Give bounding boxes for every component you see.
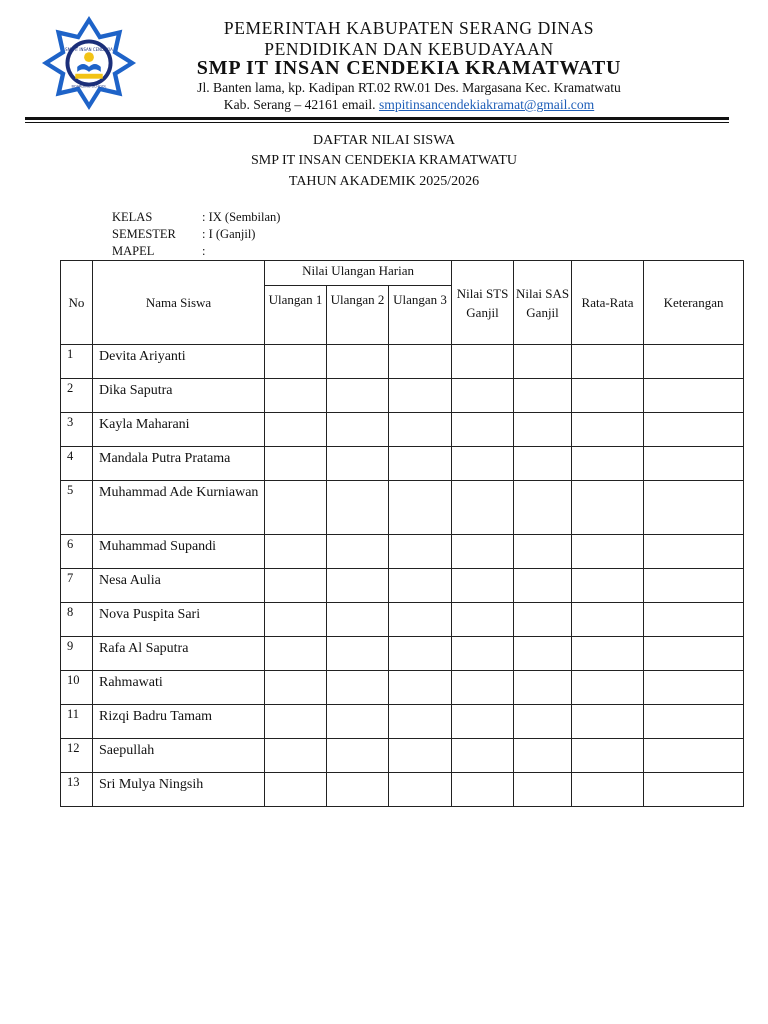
keterangan-cell[interactable] [644, 671, 744, 705]
score-sts[interactable] [452, 569, 514, 603]
table-row [61, 481, 744, 535]
score-sas[interactable] [514, 773, 572, 807]
score-ulangan-1[interactable] [265, 569, 327, 603]
mapel-label: MAPEL [112, 244, 155, 258]
table-row [61, 739, 744, 773]
score-ulangan-3[interactable] [389, 569, 452, 603]
keterangan-cell[interactable] [644, 345, 744, 379]
score-rata-rata[interactable] [572, 447, 644, 481]
header-nilai-sas: Nilai SAS Ganjil [514, 261, 572, 345]
score-ulangan-1[interactable] [265, 705, 327, 739]
table-row [61, 671, 744, 705]
score-rata-rata[interactable] [572, 413, 644, 447]
student-name: Nesa Aulia [93, 569, 265, 603]
score-ulangan-2[interactable] [327, 739, 389, 773]
score-ulangan-2[interactable] [327, 773, 389, 807]
header-no: No [61, 261, 93, 345]
letterhead-divider-thick [25, 117, 729, 120]
keterangan-cell[interactable] [644, 535, 744, 569]
score-sts[interactable] [452, 637, 514, 671]
student-name: Saepullah [93, 739, 265, 773]
score-ulangan-2[interactable] [327, 447, 389, 481]
table-row [61, 603, 744, 637]
city-email-line [0, 97, 768, 113]
score-ulangan-3[interactable] [389, 379, 452, 413]
student-name: Mandala Putra Pratama [93, 447, 265, 481]
keterangan-cell[interactable] [644, 569, 744, 603]
school-name: SMP IT INSAN CENDEKIA KRAMATWATU [196, 57, 622, 79]
score-rata-rata[interactable] [572, 773, 644, 807]
score-sts[interactable] [452, 413, 514, 447]
score-sts[interactable] [452, 345, 514, 379]
keterangan-cell[interactable] [644, 637, 744, 671]
table-row [61, 345, 744, 379]
keterangan-cell[interactable] [644, 739, 744, 773]
score-ulangan-1[interactable] [265, 637, 327, 671]
score-ulangan-3[interactable] [389, 739, 452, 773]
score-ulangan-1[interactable] [265, 413, 327, 447]
table-row [61, 705, 744, 739]
score-ulangan-2[interactable] [327, 481, 389, 535]
row-number: 1 [61, 345, 93, 379]
score-sas[interactable] [514, 345, 572, 379]
score-sas[interactable] [514, 671, 572, 705]
score-sts[interactable] [452, 447, 514, 481]
student-name: Rafa Al Saputra [93, 637, 265, 671]
row-number: 9 [61, 637, 93, 671]
table-row [61, 535, 744, 569]
student-name: Rizqi Badru Tamam [93, 705, 265, 739]
score-sas[interactable] [514, 447, 572, 481]
row-number: 6 [61, 535, 93, 569]
keterangan-cell[interactable] [644, 379, 744, 413]
row-number: 8 [61, 603, 93, 637]
svg-text:SMP IT INSAN CENDEKIA: SMP IT INSAN CENDEKIA [65, 47, 113, 53]
score-ulangan-1[interactable] [265, 603, 327, 637]
score-rata-rata[interactable] [572, 671, 644, 705]
header-nilai-sts: Nilai STS Ganjil [452, 261, 514, 345]
table-row [61, 447, 744, 481]
table-row [61, 773, 744, 807]
row-number: 7 [61, 569, 93, 603]
score-ulangan-3[interactable] [389, 447, 452, 481]
letterhead-divider-thin [25, 122, 729, 123]
score-ulangan-3[interactable] [389, 345, 452, 379]
mapel-value: : [202, 244, 206, 258]
score-sas[interactable] [514, 535, 572, 569]
document-title: DAFTAR NILAI SISWA [313, 133, 455, 148]
score-sts[interactable] [452, 603, 514, 637]
student-name: Dika Saputra [93, 379, 265, 413]
letterhead-line-2: PENDIDIKAN DAN KEBUDAYAAN [264, 39, 554, 59]
score-ulangan-2[interactable] [327, 705, 389, 739]
score-rata-rata[interactable] [572, 603, 644, 637]
score-ulangan-3[interactable] [389, 603, 452, 637]
kelas-value: : IX (Sembilan) [202, 210, 281, 224]
score-rata-rata[interactable] [572, 345, 644, 379]
score-rata-rata[interactable] [572, 481, 644, 535]
grades-table [60, 260, 744, 807]
score-ulangan-1[interactable] [265, 345, 327, 379]
student-name: Devita Ariyanti [93, 345, 265, 379]
score-ulangan-3[interactable] [389, 671, 452, 705]
semester-label: SEMESTER [112, 227, 176, 241]
score-sts[interactable] [452, 739, 514, 773]
score-sts[interactable] [452, 379, 514, 413]
keterangan-cell[interactable] [644, 447, 744, 481]
score-rata-rata[interactable] [572, 705, 644, 739]
header-rata-rata: Rata-Rata [572, 261, 644, 345]
header-ulangan-2: Ulangan 2 [327, 286, 389, 345]
keterangan-cell[interactable] [644, 481, 744, 535]
kelas-label: KELAS [112, 210, 153, 224]
score-sts[interactable] [452, 671, 514, 705]
score-sas[interactable] [514, 637, 572, 671]
score-sas[interactable] [514, 739, 572, 773]
score-ulangan-1[interactable] [265, 671, 327, 705]
student-name: Muhammad Ade Kurniawan [93, 481, 265, 535]
student-name: Kayla Maharani [93, 413, 265, 447]
score-ulangan-1[interactable] [265, 535, 327, 569]
score-ulangan-2[interactable] [327, 535, 389, 569]
score-rata-rata[interactable] [572, 569, 644, 603]
score-sts[interactable] [452, 705, 514, 739]
score-rata-rata[interactable] [572, 379, 644, 413]
keterangan-cell[interactable] [644, 705, 744, 739]
student-name: Nova Puspita Sari [93, 603, 265, 637]
header-ulangan-1: Ulangan 1 [265, 286, 327, 345]
student-name: Rahmawati [93, 671, 265, 705]
student-name: Sri Mulya Ningsih [93, 773, 265, 807]
row-number: 10 [61, 671, 93, 705]
meta-mapel [112, 244, 205, 259]
table-row [61, 413, 744, 447]
score-sas[interactable] [514, 705, 572, 739]
letterhead-line-1: PEMERINTAH KABUPATEN SERANG DINAS [223, 18, 595, 38]
score-ulangan-3[interactable] [389, 773, 452, 807]
score-ulangan-3[interactable] [389, 637, 452, 671]
score-ulangan-2[interactable] [327, 637, 389, 671]
score-rata-rata[interactable] [572, 535, 644, 569]
header-nama-siswa: Nama Siswa [93, 261, 265, 345]
row-number: 2 [61, 379, 93, 413]
score-sas[interactable] [514, 481, 572, 535]
score-ulangan-3[interactable] [389, 535, 452, 569]
score-sas[interactable] [514, 603, 572, 637]
table-row [61, 379, 744, 413]
score-ulangan-2[interactable] [327, 345, 389, 379]
keterangan-cell[interactable] [644, 603, 744, 637]
score-rata-rata[interactable] [572, 637, 644, 671]
meta-semester [112, 227, 255, 242]
score-sts[interactable] [452, 773, 514, 807]
score-ulangan-2[interactable] [327, 379, 389, 413]
score-ulangan-2[interactable] [327, 671, 389, 705]
table-row [61, 569, 744, 603]
score-ulangan-1[interactable] [265, 447, 327, 481]
score-ulangan-3[interactable] [389, 705, 452, 739]
score-sas[interactable] [514, 569, 572, 603]
header-ulangan-3: Ulangan 3 [389, 286, 452, 345]
score-ulangan-2[interactable] [327, 603, 389, 637]
row-number: 4 [61, 447, 93, 481]
row-number: 3 [61, 413, 93, 447]
table-row [61, 637, 744, 671]
score-ulangan-2[interactable] [327, 569, 389, 603]
city-email-prefix: Kab. Serang – 42161 email. [223, 97, 376, 112]
school-address: Jl. Banten lama, kp. Kadipan RT.02 RW.01 Des. Margasana Kec. Kramatwatu [197, 80, 621, 95]
header-keterangan: Keterangan [644, 261, 744, 345]
row-number: 5 [61, 481, 93, 535]
row-number: 11 [61, 705, 93, 739]
score-ulangan-1[interactable] [265, 379, 327, 413]
score-sts[interactable] [452, 481, 514, 535]
score-ulangan-3[interactable] [389, 481, 452, 535]
keterangan-cell[interactable] [644, 773, 744, 807]
email-link[interactable]: smpitinsancendekiakramat@gmail.com [378, 97, 595, 112]
semester-value: : I (Ganjil) [202, 227, 256, 241]
meta-kelas [112, 210, 280, 225]
svg-text:BOARDING SCHOOL: BOARDING SCHOOL [71, 84, 107, 89]
keterangan-cell[interactable] [644, 413, 744, 447]
score-ulangan-1[interactable] [265, 739, 327, 773]
score-sts[interactable] [452, 535, 514, 569]
student-name: Muhammad Supandi [93, 535, 265, 569]
document-subtitle-year: TAHUN AKADEMIK 2025/2026 [288, 174, 480, 189]
score-sas[interactable] [514, 413, 572, 447]
header-ulangan-harian: Nilai Ulangan Harian [265, 261, 452, 286]
score-rata-rata[interactable] [572, 739, 644, 773]
row-number: 12 [61, 739, 93, 773]
row-number: 13 [61, 773, 93, 807]
document-subtitle-school: SMP IT INSAN CENDEKIA KRAMATWATU [250, 153, 517, 168]
score-sas[interactable] [514, 379, 572, 413]
score-ulangan-3[interactable] [389, 413, 452, 447]
score-ulangan-1[interactable] [265, 773, 327, 807]
score-ulangan-2[interactable] [327, 413, 389, 447]
score-ulangan-1[interactable] [265, 481, 327, 535]
